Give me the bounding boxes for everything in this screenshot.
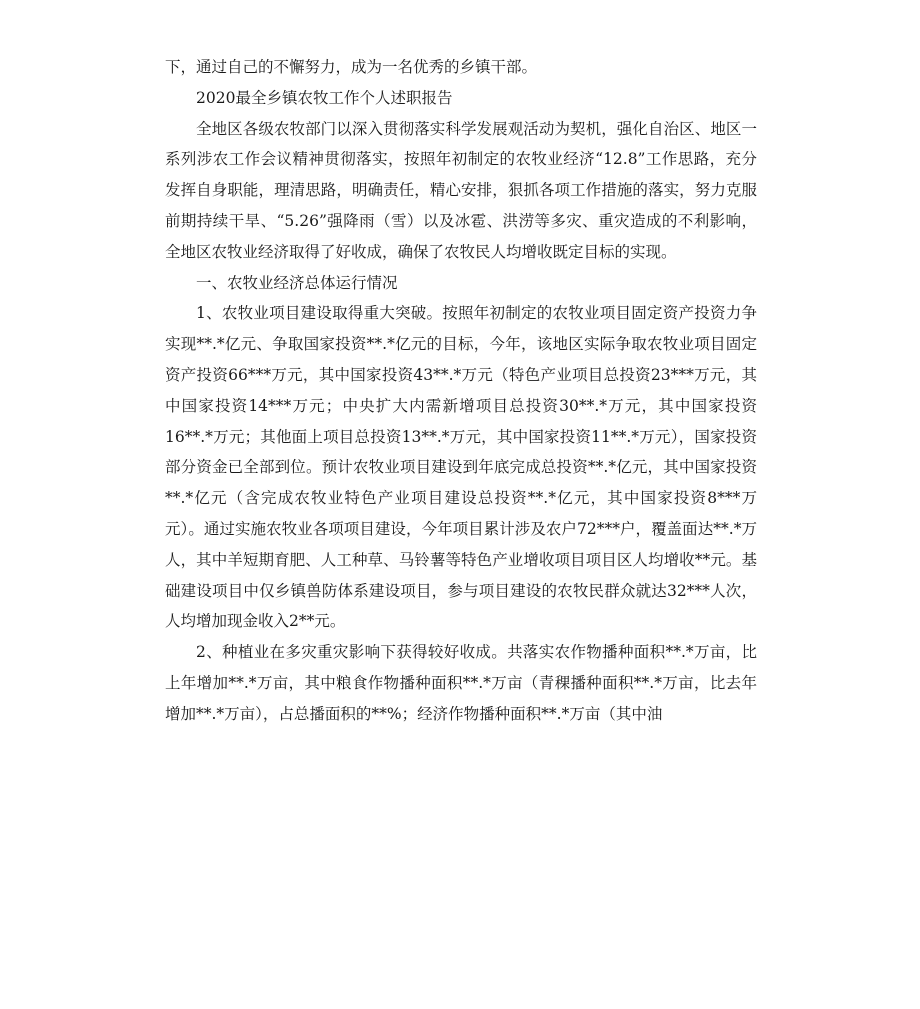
paragraph-planting: 2、种植业在多灾重灾影响下获得较好收成。共落实农作物播种面积**.*万亩，比上年增加**.*万亩，其中粮食作物播种面积**.*万亩（青稞播种面积**.*万亩，比去年增加**.*万亩），占总播面积的**%；经济作物播种面积**.*万亩（其中油 bbox=[165, 643, 757, 723]
paragraph-intro: 全地区各级农牧部门以深入贯彻落实科学发展观活动为契机，强化自治区、地区一系列涉农工作会议精神贯彻落实，按照年初制定的农牧业经济“12.8”工作思路，充分发挥自身职能，理清思路，明确责任，精心安排，狠抓各项工作措施的落实，努力克服前期持续干旱、“5.26”强降雨（雪）以及冰雹、洪涝等多灾、重灾造成的不利影响，全地区农牧业经济取得了好收成，确保了农牧民人均增收既定目标的实现。 bbox=[165, 119, 757, 261]
paragraph-continuation: 下，通过自己的不懈努力，成为一名优秀的乡镇干部。 bbox=[165, 58, 538, 76]
document-title: 2020最全乡镇农牧工作个人述职报告 bbox=[196, 88, 453, 107]
document-body bbox=[165, 52, 757, 730]
paragraph-project-construction: 1、农牧业项目建设取得重大突破。按照年初制定的农牧业项目固定资产投资力争实现**.*亿元、争取国家投资**.*亿元的目标，今年，该地区实际争取农牧业项目固定资产投资66***万元，其中国家投资43**.*万元（特色产业项目总投资23***万元，其中国家投资14***万元；中央扩大内需新增项目总投资30**.*万元，其中国家投资16**.*万元；其他面上项目总投资13**.*万元，其中国家投资11**.*万元），国家投资部分资金已全部到位。预计农牧业项目建设到年底完成总投资**.*亿元，其中国家投资**.*亿元（含完成农牧业特色产业项目建设总投资**.*亿元，其中国家投资8***万元）。通过实施农牧业各项项目建设，今年项目累计涉及农户72***户，覆盖面达**.*万人，其中羊短期育肥、人工种草、马铃薯等特色产业增收项目项目区人均增收**元。基础建设项目中仅乡镇兽防体系建设项目，参与项目建设的农牧民群众就达32***人次，人均增加现金收入2**元。 bbox=[165, 304, 757, 631]
section-heading: 一、农牧业经济总体运行情况 bbox=[196, 273, 398, 292]
